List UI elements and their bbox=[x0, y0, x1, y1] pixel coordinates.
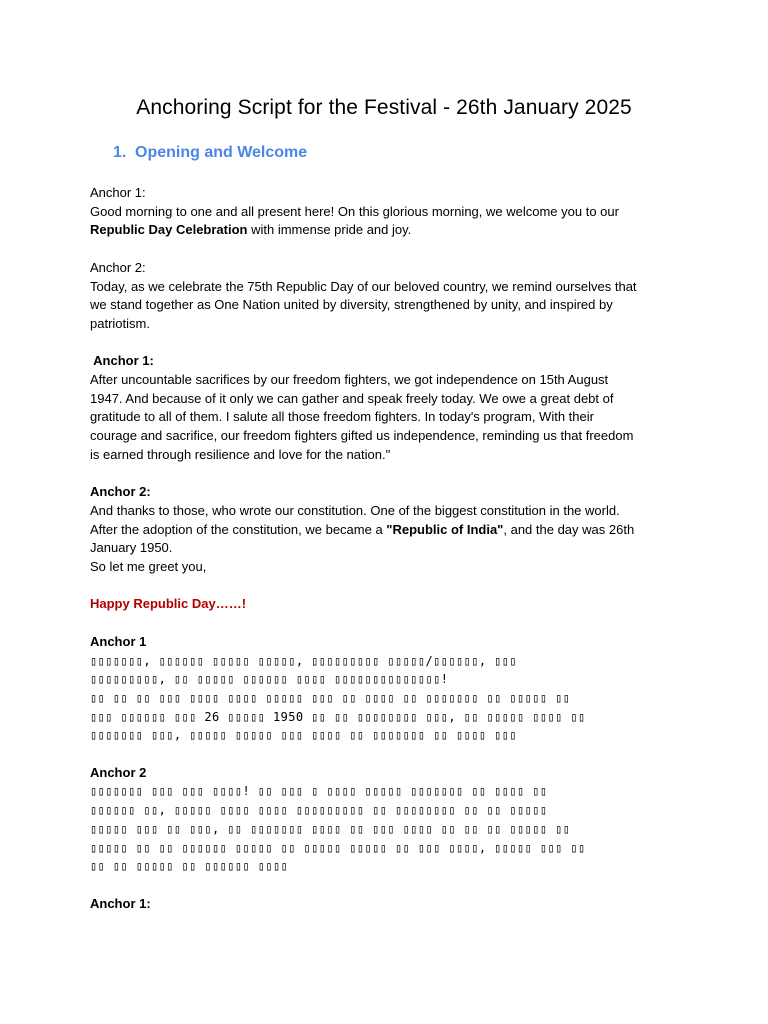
section-number: 1. bbox=[113, 144, 127, 161]
document-body bbox=[90, 184, 690, 932]
paragraph-line: gratitude to all of them. I salute all those freedom fighters. In today's program, With their bbox=[90, 409, 594, 425]
hindi-text-line: ▯▯ ▯▯ ▯▯ ▯▯▯ ▯▯▯▯ ▯▯▯▯ ▯▯▯▯▯ ▯▯▯ ▯▯ ▯▯▯▯ ▯▯ ▯▯▯▯▯▯▯ ▯▯ ▯▯▯▯▯ ▯▯ bbox=[90, 690, 571, 705]
paragraph-text: with immense pride and joy. bbox=[247, 222, 412, 238]
paragraph-line: And thanks to those, who wrote our constitution. One of the biggest constitution in the world. bbox=[90, 502, 620, 518]
anchor-block bbox=[90, 895, 690, 914]
greeting-text: Happy Republic Day……! bbox=[90, 596, 247, 612]
paragraph-line bbox=[90, 521, 690, 540]
hindi-text-line: ▯▯▯▯▯ ▯▯ ▯▯ ▯▯▯▯▯▯ ▯▯▯▯▯ ▯▯ ▯▯▯▯▯ ▯▯▯▯▯ ▯▯ ▯▯▯ ▯▯▯▯, ▯▯▯▯▯ ▯▯▯ ▯▯ bbox=[90, 840, 586, 855]
speaker-label: Anchor 1: bbox=[90, 895, 151, 911]
paragraph-line: So let me greet you, bbox=[90, 559, 207, 575]
hindi-text-line: ▯▯ ▯▯ ▯▯▯▯▯ ▯▯ ▯▯▯▯▯▯ ▯▯▯▯ bbox=[90, 859, 289, 874]
speaker-label: Anchor 2 bbox=[90, 764, 147, 780]
hindi-text-line: ▯▯▯▯▯▯ ▯▯, ▯▯▯▯▯ ▯▯▯▯ ▯▯▯▯ ▯▯▯▯▯▯▯▯▯ ▯▯ ▯▯▯▯▯▯▯▯ ▯▯ ▯▯ ▯▯▯▯▯ bbox=[90, 803, 548, 818]
anchor-block bbox=[90, 352, 690, 464]
section-heading-text: Opening and Welcome bbox=[135, 144, 308, 161]
paragraph-line: Good morning to one and all present here! On this glorious morning, we welcome you to our bbox=[90, 203, 619, 219]
paragraph-line: courage and sacrifice, our freedom fighters gifted us independence, reminding us that freedom bbox=[90, 428, 634, 444]
anchor-block bbox=[90, 633, 690, 745]
speaker-label: Anchor 1 bbox=[90, 633, 147, 649]
anchor-block bbox=[90, 259, 690, 334]
anchor-block bbox=[90, 483, 690, 577]
hindi-text-line: ▯▯▯▯▯ ▯▯▯ ▯▯ ▯▯▯, ▯▯ ▯▯▯▯▯▯▯ ▯▯▯▯ ▯▯ ▯▯▯ ▯▯▯▯ ▯▯ ▯▯ ▯▯ ▯▯▯▯▯ ▯▯ bbox=[90, 821, 571, 836]
paragraph-text: After the adoption of the constitution, we became a bbox=[90, 521, 387, 537]
emphasis-text: "Republic of India" bbox=[386, 521, 504, 537]
section-heading bbox=[113, 142, 307, 164]
hindi-text-line: ▯▯▯ ▯▯▯▯▯▯ ▯▯▯ 26 ▯▯▯▯▯ 1950 ▯▯ ▯▯ ▯▯▯▯▯▯▯▯ ▯▯▯, ▯▯ ▯▯▯▯▯ ▯▯▯▯ ▯▯ bbox=[90, 709, 586, 724]
anchor-block bbox=[90, 184, 690, 240]
hindi-text-line: ▯▯▯▯▯▯▯▯▯, ▯▯ ▯▯▯▯▯ ▯▯▯▯▯▯ ▯▯▯▯ ▯▯▯▯▯▯▯▯▯▯▯▯▯▯! bbox=[90, 672, 449, 687]
hindi-text-line: ▯▯▯▯▯▯▯, ▯▯▯▯▯▯ ▯▯▯▯▯ ▯▯▯▯▯, ▯▯▯▯▯▯▯▯▯ ▯▯▯▯▯/▯▯▯▯▯▯, ▯▯▯ bbox=[90, 653, 517, 668]
anchor-block bbox=[90, 764, 690, 876]
hindi-text-line: ▯▯▯▯▯▯▯ ▯▯▯, ▯▯▯▯▯ ▯▯▯▯▯ ▯▯▯ ▯▯▯▯ ▯▯ ▯▯▯▯▯▯▯ ▯▯ ▯▯▯▯ ▯▯▯ bbox=[90, 728, 517, 743]
paragraph-line: patriotism. bbox=[90, 315, 150, 331]
document-title: Anchoring Script for the Festival - 26th January 2025 bbox=[136, 96, 632, 119]
emphasis-text: Republic Day Celebration bbox=[90, 222, 248, 238]
speaker-label: Anchor 2: bbox=[90, 259, 146, 275]
paragraph-line: Today, as we celebrate the 75th Republic Day of our beloved country, we remind ourselves that bbox=[90, 278, 637, 294]
paragraph-line: is earned through resilience and love for the nation." bbox=[90, 446, 391, 462]
paragraph-line: January 1950. bbox=[90, 540, 173, 556]
speaker-label: Anchor 2: bbox=[90, 484, 151, 500]
paragraph-line: we stand together as One Nation united by diversity, strengthened by unity, and inspired by bbox=[90, 297, 613, 313]
paragraph-line bbox=[90, 221, 690, 240]
hindi-text-line: ▯▯▯▯▯▯▯ ▯▯▯ ▯▯▯ ▯▯▯▯! ▯▯ ▯▯▯ ▯ ▯▯▯▯ ▯▯▯▯▯ ▯▯▯▯▯▯▯ ▯▯ ▯▯▯▯ ▯▯ bbox=[90, 784, 548, 799]
paragraph-text: , and the day was 26th bbox=[503, 521, 635, 537]
greeting-block bbox=[90, 595, 690, 614]
paragraph-line: After uncountable sacrifices by our freedom fighters, we got independence on 15th August bbox=[90, 372, 609, 387]
speaker-label: Anchor 1: bbox=[90, 353, 154, 369]
speaker-label: Anchor 1: bbox=[90, 185, 146, 200]
paragraph-line: 1947. And because of it only we can gather and speak freely today. We owe a great debt of bbox=[90, 390, 614, 406]
